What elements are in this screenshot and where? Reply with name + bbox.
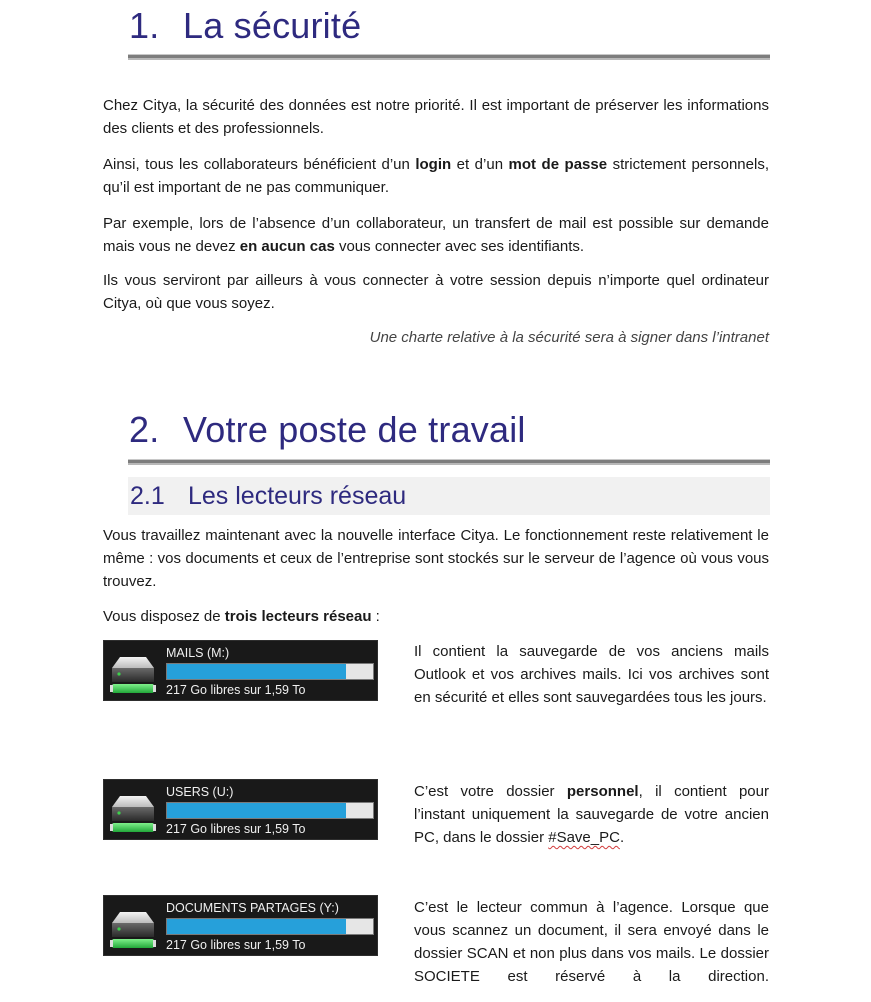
paragraph-text: strictement personnels, qu’il est important de ne pas communiquer. [103, 156, 769, 196]
drive-usage-bar [166, 663, 374, 680]
paragraph-text: Ils vous serviront par ailleurs à vous connecter à votre session depuis n’importe quel ordinateur Citya, où que vous soyez. [103, 272, 769, 312]
paragraph-text: Par exemple, lors de l’absence d’un collaborateur, un transfert de mail est possible sur demande mais vous ne devez [103, 215, 769, 255]
security-charter-note: Une charte relative à la sécurité sera à signer dans l’intranet [369, 329, 769, 346]
drive-name: MAILS (M:) [166, 646, 230, 660]
paragraph-text: vous connecter avec ses identifiants. [334, 238, 585, 255]
network-drive-mails[interactable] [103, 640, 378, 701]
drive-description [414, 640, 769, 709]
heading-rule [128, 54, 770, 60]
drive-name: DOCUMENTS PARTAGES (Y:) [166, 901, 339, 915]
heading-title: Votre poste de travail [183, 409, 526, 450]
hard-drive-icon [110, 794, 156, 834]
heading-section-2 [129, 408, 526, 452]
paragraph-text: Ainsi, tous les collaborateurs bénéficient d’un [103, 156, 416, 173]
drive-free-space: 217 Go libres sur 1,59 To [166, 822, 306, 836]
network-drive-documents-partages[interactable] [103, 895, 378, 956]
heading-rule [128, 459, 770, 465]
bold-text: en aucun cas [239, 238, 335, 255]
paragraph-text: Vous disposez de [103, 608, 225, 625]
bold-text: mot de passe [508, 156, 608, 173]
paragraph-text: . [619, 829, 625, 846]
drive-description [414, 780, 769, 849]
drive-usage-bar [166, 918, 374, 935]
paragraph-text: et d’un [451, 156, 509, 173]
drive-usage-fill [167, 919, 346, 934]
hard-drive-icon [110, 910, 156, 950]
paragraph-text: : [371, 608, 380, 625]
drive-usage-bar [166, 802, 374, 819]
paragraph-text: Chez Citya, la sécurité des données est notre priorité. Il est important de préserver les informations des clients et des professionnels. [103, 97, 769, 137]
spellcheck-flagged-text: #Save_PC [548, 829, 620, 846]
paragraph [103, 524, 769, 593]
drive-usage-fill [167, 803, 346, 818]
paragraph [103, 269, 769, 315]
paragraph [103, 94, 769, 140]
paragraph [103, 212, 769, 258]
bold-text: trois lecteurs réseau [224, 608, 372, 625]
heading-number: 2. [129, 409, 160, 450]
paragraph [103, 605, 769, 628]
paragraph-text: Il contient la sauvegarde de vos anciens mails Outlook et vos archives mails. Ici vos archives sont en sécurité et elles sont sauvegardées tous les jours. [414, 643, 769, 706]
subheading-number: 2.1 [130, 482, 165, 510]
hard-drive-icon [110, 655, 156, 695]
subheading-title: Les lecteurs réseau [188, 482, 407, 510]
paragraph-text: Vous travaillez maintenant avec la nouvelle interface Citya. Le fonctionnement reste relativement le même : vos documents et ceux de l’entreprise sont stockés sur le serveur de l’agence où vous vous trouvez. [103, 527, 769, 590]
drive-name: USERS (U:) [166, 785, 234, 799]
heading-section-1 [129, 4, 361, 48]
paragraph [103, 153, 769, 199]
drive-free-space: 217 Go libres sur 1,59 To [166, 938, 306, 952]
bold-text: personnel [566, 783, 639, 800]
subheading-2-1 [130, 480, 406, 512]
drive-free-space: 217 Go libres sur 1,59 To [166, 683, 306, 697]
heading-number: 1. [129, 5, 160, 46]
drive-description [414, 896, 769, 988]
drive-usage-fill [167, 664, 346, 679]
bold-text: login [415, 156, 452, 173]
heading-title: La sécurité [183, 5, 362, 46]
paragraph-text: C’est votre dossier [414, 783, 567, 800]
paragraph-text: , il contient pour l’instant uniquement la sauvegarde de votre ancien PC, dans le dossier [414, 783, 769, 846]
network-drive-users[interactable] [103, 779, 378, 840]
paragraph-text: C’est le lecteur commun à l’agence. Lorsque que vous scannez un document, il sera envoyé dans le dossier SCAN et non plus dans vos mails. Le dossier SOCIETE est réservé à la direction. [414, 899, 769, 985]
